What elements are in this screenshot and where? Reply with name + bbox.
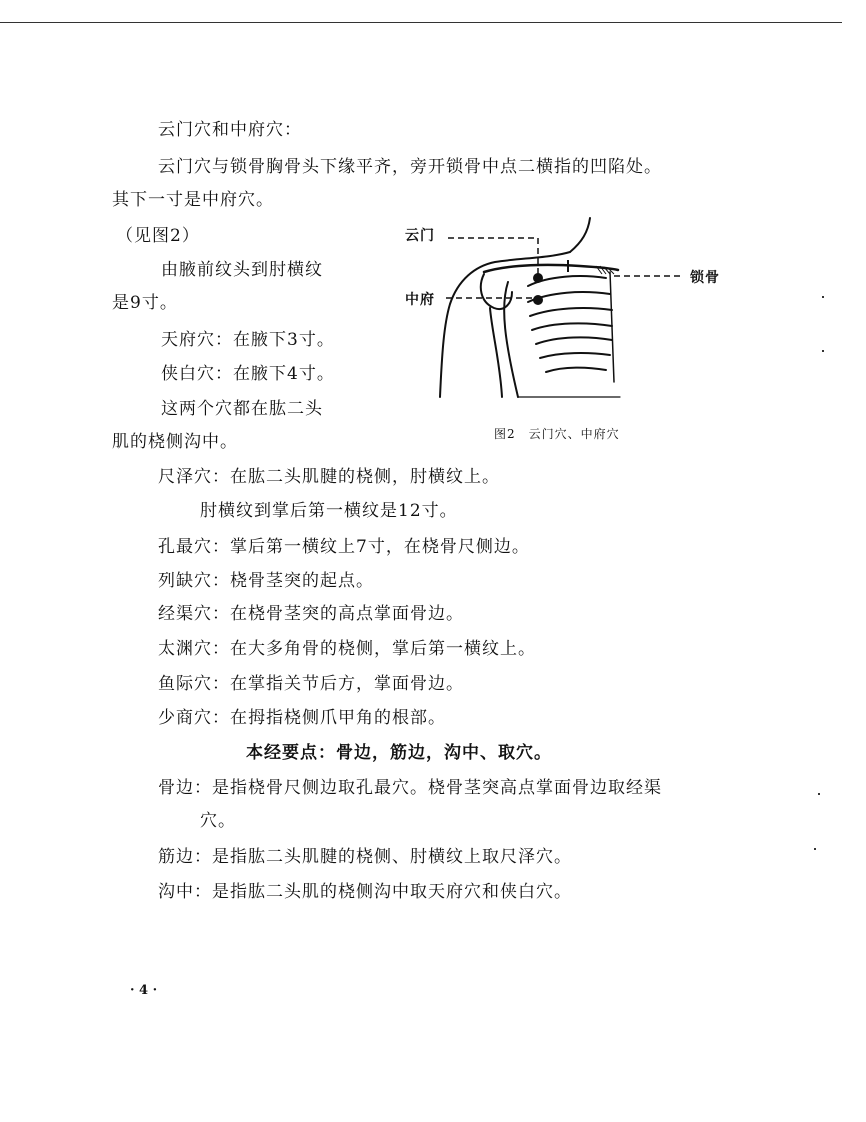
text-line-8: 侠白穴：在腋下4寸。 — [161, 364, 335, 384]
sternum-edge — [610, 272, 614, 382]
text-line-12: 肘横纹到掌后第一横纹是12寸。 — [200, 501, 458, 521]
scan-speck — [822, 350, 824, 352]
figure-label-zhongfu: 中府 — [405, 292, 435, 308]
top-rule — [0, 22, 842, 23]
rib-3 — [530, 308, 612, 316]
figure-label-yunmen: 云门 — [405, 228, 435, 244]
point-line-3: 筋边：是指肱二头肌腱的桡侧、肘横纹上取尺泽穴。 — [158, 847, 572, 867]
text-line-11: 尺泽穴：在肱二头肌腱的桡侧，肘横纹上。 — [158, 467, 500, 487]
section-heading: 本经要点：骨边，筋边，沟中、取穴。 — [246, 743, 552, 763]
humerus-head — [481, 274, 512, 309]
text-line-13: 孔最穴：掌后第一横纹上7寸，在桡骨尺侧边。 — [158, 537, 530, 557]
rib-6 — [540, 353, 610, 358]
point-line-2: 穴。 — [200, 811, 236, 831]
rib-5 — [536, 337, 612, 344]
neck-outline — [570, 218, 590, 252]
scan-speck — [822, 296, 824, 298]
zhongfu-point — [533, 295, 543, 305]
point-line-4: 沟中：是指肱二头肌的桡侧沟中取天府穴和侠白穴。 — [158, 882, 572, 902]
text-line-18: 少商穴：在拇指桡侧爪甲角的根部。 — [158, 708, 446, 728]
page-number: · 4 · — [130, 983, 158, 998]
text-line-5: 由腋前纹头到肘横纹 — [161, 260, 323, 280]
text-line-9: 这两个穴都在肱二头 — [161, 399, 323, 419]
shoulder-anatomy-figure — [400, 212, 700, 412]
text-line-14: 列缺穴：桡骨茎突的起点。 — [158, 571, 374, 591]
text-line-10: 肌的桡侧沟中。 — [112, 432, 238, 452]
text-line-16: 太渊穴：在大多角骨的桡侧，掌后第一横纹上。 — [158, 639, 536, 659]
rib-7 — [546, 368, 606, 372]
text-line-17: 鱼际穴：在掌指关节后方，掌面骨边。 — [158, 674, 464, 694]
point-line-1: 骨边：是指桡骨尺侧边取孔最穴。桡骨茎突高点掌面骨边取经渠 — [158, 778, 662, 798]
text-line-6: 是9寸。 — [112, 293, 178, 313]
text-line-1: 云门穴和中府穴： — [158, 120, 302, 140]
text-line-4: （见图2） — [116, 226, 200, 246]
scan-speck — [814, 848, 816, 850]
text-line-7: 天府穴：在腋下3寸。 — [161, 330, 335, 350]
figure-caption: 图2 云门穴、中府穴 — [494, 427, 620, 441]
figure-label-suogu: 锁骨 — [690, 270, 720, 286]
text-line-2: 云门穴与锁骨胸骨头下缘平齐，旁开锁骨中点二横指的凹陷处。 — [158, 157, 662, 177]
text-line-3: 其下一寸是中府穴。 — [112, 190, 274, 210]
humerus-shaft — [490, 308, 502, 397]
rib-4 — [532, 323, 612, 330]
scan-speck — [818, 793, 820, 795]
text-line-15: 经渠穴：在桡骨茎突的高点掌面骨边。 — [158, 604, 464, 624]
yunmen-point — [533, 273, 543, 283]
